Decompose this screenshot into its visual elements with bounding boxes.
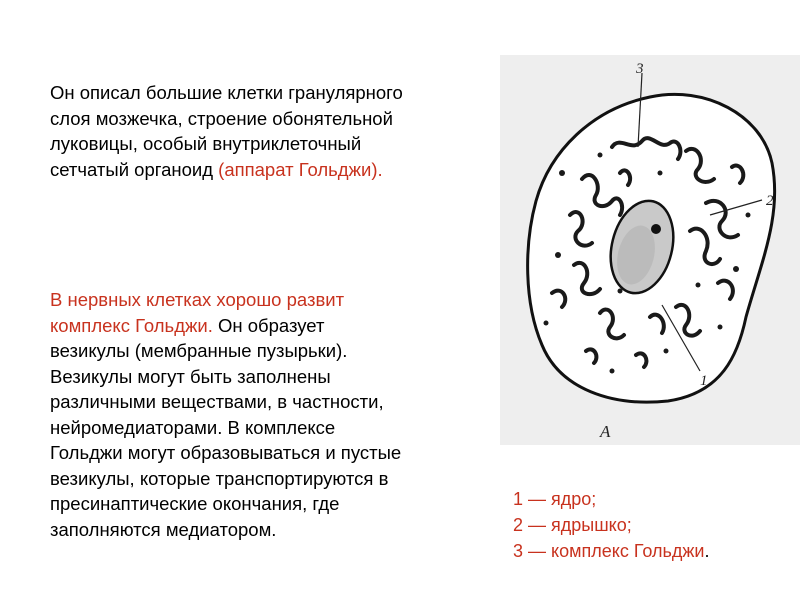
text-line: пресинаптические окончания, где [50, 493, 340, 514]
text-line: различными веществами, в частности, [50, 391, 384, 412]
golgi-complex-highlight: комплекс Гольджи. [50, 314, 213, 336]
text-plain: Он образует [212, 314, 325, 336]
legend-item-golgi-period: . [704, 541, 710, 561]
legend-item-nucleolus: 2 — ядрышко; [513, 515, 632, 535]
text-line: Везикулы могут быть заполнены [50, 365, 331, 387]
text-line: Он описал большие клетки гранулярного [50, 82, 403, 103]
description-paragraph-2 [50, 287, 490, 542]
legend-item-golgi-text: 3 — комплекс Гольджи [513, 541, 705, 561]
text-line: Гольджи могут образовываться и пустые [50, 442, 402, 463]
cell-drawing [500, 55, 800, 445]
figure-legend [513, 486, 709, 564]
figure-label-2: 2 [766, 193, 774, 209]
legend-item-nucleus: 1 — ядро; [513, 489, 597, 509]
text-plain: сетчатый органоид [50, 158, 219, 180]
nucleolus [651, 224, 661, 234]
figure-label-3: 3 [636, 61, 644, 77]
text-line: везикулы (мембранные пузырьки). [50, 340, 348, 361]
text-line: везикулы, которые транспортируются в [50, 467, 389, 489]
golgi-apparatus-highlight: (аппарат Гольджи). [218, 158, 383, 180]
text-line: заполняются медиатором. [50, 518, 277, 540]
figure-label-a: A [600, 422, 611, 441]
figure-label-1: 1 [700, 373, 708, 389]
text-line [50, 157, 490, 183]
description-paragraph-1 [50, 80, 490, 182]
text-line [50, 313, 490, 339]
text-line: нейромедиаторами. В комплексе [50, 416, 336, 438]
legend-item-golgi [513, 538, 709, 564]
text-line: слоя мозжечка, строение обонятельной [50, 107, 393, 129]
neuron-cell-figure [500, 55, 800, 445]
text-line: луковицы, особый внутриклеточный [50, 133, 362, 154]
text-line-highlight: В нервных клетках хорошо развит [50, 289, 345, 310]
